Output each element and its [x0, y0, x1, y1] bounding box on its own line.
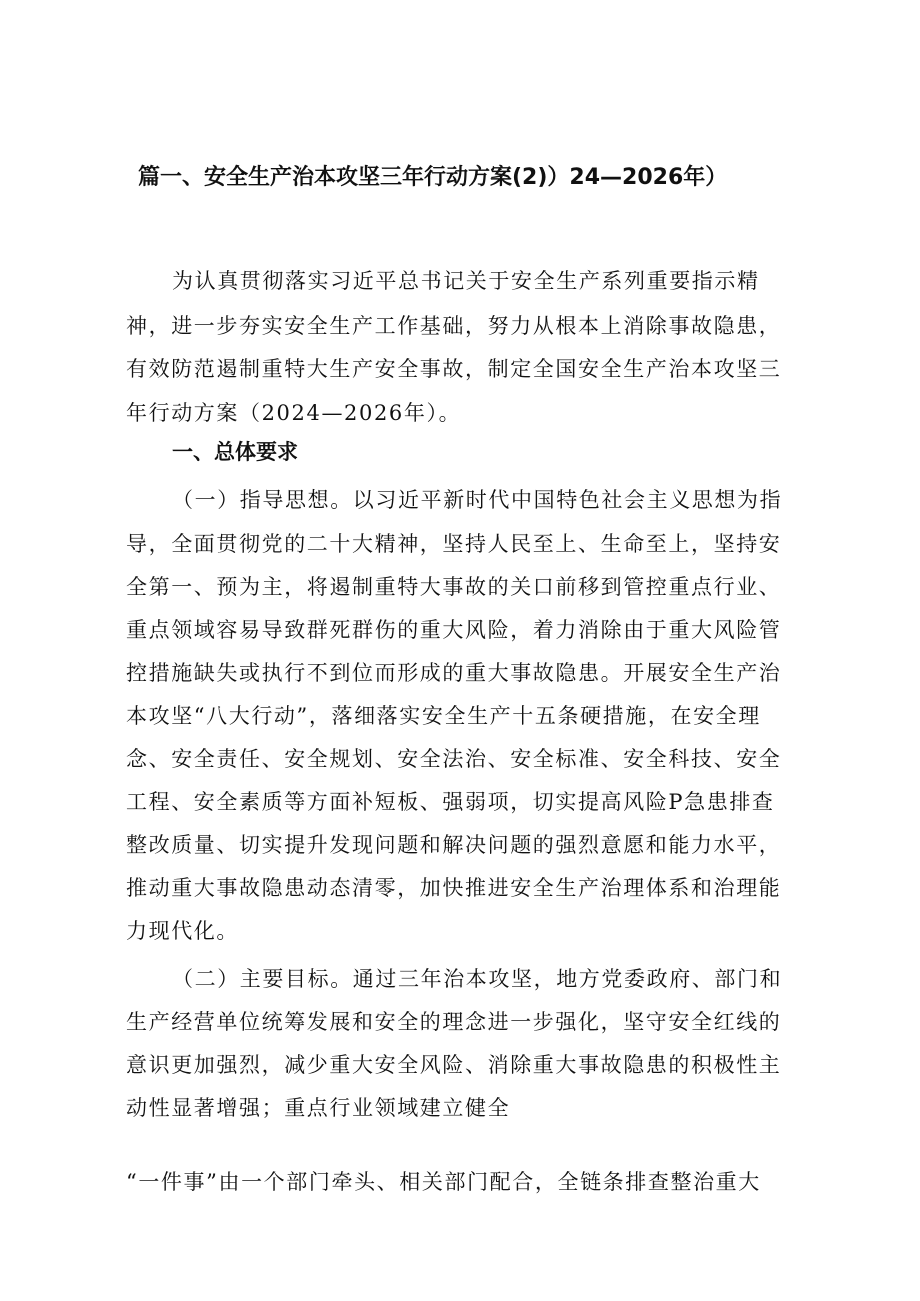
goal-line: （二）主要目标。通过三年治本攻坚，地方党委政府、部门和 [172, 967, 783, 991]
guiding-line: 本攻坚“八大行动”，落细落实安全生产十五条硬措施，在安全理 [126, 704, 761, 728]
guiding-line: 推动重大事故隐患动态清零，加快推进安全生产治理体系和治理能 [126, 876, 782, 900]
goal-line: 意识更加强烈，减少重大安全风险、消除重大事故隐患的积极性主 [126, 1053, 782, 1077]
intro-line: 年行动方案（2024—2026年）。 [126, 401, 462, 425]
intro-line: 神，进一步夯实安全生产工作基础，努力从根本上消除事故隐患， [126, 314, 782, 338]
document-title: 篇一、安全生产治本攻坚三年行动方案(2)）24—2026年） [138, 165, 728, 190]
intro-line: 为认真贯彻落实习近平总书记关于安全生产系列重要指示精 [172, 269, 760, 293]
goal-line: 动性显著增强；重点行业领域建立健全 [126, 1096, 511, 1120]
guiding-line: 念、安全责任、安全规划、安全法治、安全标准、安全科技、安全 [126, 747, 782, 771]
guiding-line: 重点领域容易导致群死群伤的重大风险，着力消除由于重大风险管 [126, 618, 782, 642]
guiding-line: 控措施缺失或执行不到位而形成的重大事故隐患。开展安全生产治 [126, 661, 782, 685]
continuation-line: “一件事”由一个部门牵头、相关部门配合，全链条排查整治重大 [126, 1170, 761, 1194]
guiding-line: 导，全面贯彻党的二十大精神，坚持人民至上、生命至上，坚持安 [126, 532, 782, 556]
guiding-line: 力现代化。 [126, 919, 239, 943]
intro-line: 有效防范遏制重特大生产安全事故，制定全国安全生产治本攻坚三 [126, 357, 782, 381]
guiding-line: 整改质量、切实提升发现问题和解决问题的强烈意愿和能力水平， [126, 833, 782, 857]
section-heading: 一、总体要求 [172, 440, 298, 464]
guiding-line: （一）指导思想。以习近平新时代中国特色社会主义思想为指 [172, 488, 783, 512]
goal-line: 生产经营单位统筹发展和安全的理念进一步强化，坚守安全红线的 [126, 1010, 782, 1034]
guiding-line: 全第一、预为主，将遏制重特大事故的关口前移到管控重点行业、 [126, 575, 782, 599]
guiding-line: 工程、安全素质等方面补短板、强弱项，切实提高风险P急患排查 [126, 790, 775, 814]
